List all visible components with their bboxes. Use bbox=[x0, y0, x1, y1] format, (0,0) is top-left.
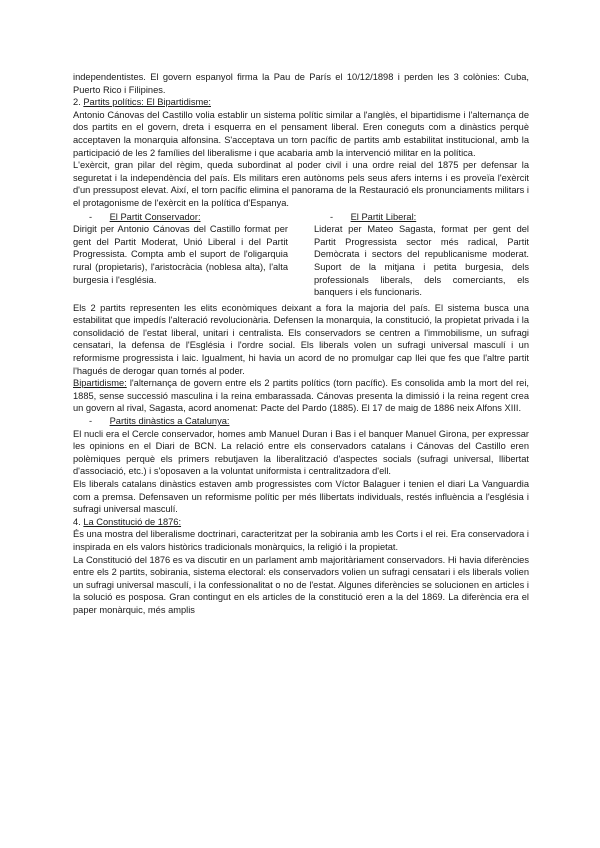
liberal-title: El Partit Liberal: bbox=[350, 211, 417, 222]
bipartidisme-definition bbox=[73, 377, 529, 415]
conservative-text: Dirigit per Antonio Cánovas del Castillo format per gent del Partit Moderat, Unió Liberal i del Partit Progressista. Compta amb el suport de l'oligarquia rural (propietaris), l'aristocràcia (noblesa alta), l'alta burgesia i l'església. bbox=[73, 224, 288, 285]
bipartidisme-label: Bipartidisme: bbox=[73, 378, 127, 389]
catalunya-paragraph-2: Els liberals catalans dinàstics estaven amb progressistes com Víctor Balaguer i tenien el diari La Vanguardia com a premsa. Defensaven un reformisme polític per més llibertats individuals, restés influència a l'església i sufragi universal masculí. bbox=[73, 479, 529, 515]
bipartidisme-text: l'alternança de govern entre els 2 partits polítics (torn pacífic). Es consolida amb la mort del rei, 1885, sense successió masculina i la reina embarassada. Cánovas presenta la dimissió i la reina regent crea un govern al rival, Sagasta, acord anomenat: Pacte del Pardo (1885). El 17 de maig de 1886 neix Alfons XIII. bbox=[73, 378, 529, 414]
bullet-dash: - bbox=[89, 416, 93, 427]
section-4-title: La Constitució de 1876: bbox=[83, 516, 182, 527]
conservative-title: El Partit Conservador: bbox=[109, 211, 201, 222]
catalunya-title: Partits dinàstics a Catalunya: bbox=[109, 416, 230, 427]
document-page bbox=[73, 71, 529, 617]
parties-columns bbox=[73, 211, 529, 299]
conservative-column bbox=[73, 211, 288, 299]
conservative-heading bbox=[73, 211, 288, 224]
section-2-heading bbox=[73, 96, 529, 109]
constitucio-paragraph-1: És una mostra del liberalisme doctrinari, caracteritzat per la sobirania amb les Corts i el rei. Era conservadora i inspirada en els valors històrics tradicionals monàrquics, la religió i la propietat. bbox=[73, 529, 529, 552]
bullet-dash: - bbox=[89, 211, 93, 222]
constitucio-paragraph-2: La Constitució del 1876 es va discutir en un parlament amb majoritàriament conservadors. Hi havia diferències entre els 2 partits, sobirania, sistema electoral: els conservadors volien un sufragi censatari i els liberals volien un sufragi universal masculí, i la confessionalitat o no de l'estat. Algunes diferències se solucionen en articles i la solució es posposa. Gran contingut en els articles de la constitució eren a la del 1869. La diferència era el paper monàrquic, més amplis bbox=[73, 554, 529, 615]
liberal-heading bbox=[314, 211, 529, 224]
intro-paragraph: independentistes. El govern espanyol firma la Pau de París el 10/12/1898 i perden les 3 colònies: Cuba, Puerto Rico i Filipines. bbox=[73, 72, 529, 95]
bipartidisme-paragraph-2: L'exèrcit, gran pilar del règim, queda subordinat al poder civil i una ordre reial del 1875 per defensar la seguretat i la independència del país. Els militars eren autònoms pels seus afers interns i es proveïa l'exèrcit d'un pressupost elevat. Així, el torn pacífic elimina el panorama de la Restauració els pronunciaments militars i el protagonisme de l'exèrcit en la política d'Espanya. bbox=[73, 160, 529, 208]
section-4-heading bbox=[73, 516, 529, 529]
liberal-text: Liderat per Mateo Sagasta, format per gent del Partit Progressista sector més radical, Partit Demòcrata i sectors del republicanisme moderat. Suport de la mitjana i petita burgesia, dels professionals liberals, dels comerciants, els banquers i els funcionaris. bbox=[314, 224, 529, 298]
section-2-title: Partits polítics: El Bipartidisme: bbox=[83, 97, 211, 108]
liberal-column bbox=[314, 211, 529, 299]
parties-summary-paragraph: Els 2 partits representen les elits econòmiques deixant a fora la majoria del país. El sistema busca una estabilitat que impedís l'alteració revolucionària. Defensen la monarquia, la constitució, la propietat privada i la consolidació de l'estat liberal, unitari i centralista. Els conservadors se centren a l'immobilisme, un sufragi censatari, la defensa de l'Església i l'ordre social. Els liberals volen un sufragi universal masculí i un reformisme progressista i laic. Igualment, hi havia un acord de no promulgar cap llei que fes que l'altre partit l'hagués de derogar quan tornés al poder. bbox=[73, 302, 529, 376]
bipartidisme-paragraph-1: Antonio Cánovas del Castillo volia establir un sistema polític similar a l'anglès, el bipartidisme i l'alternança de dos partits en el govern, dreta i esquerra en el pensament liberal. Eren coneguts com a dinàstics perquè acceptaven la monarquia alfonsina. S'acceptava un torn pacífic de partits amb estabilitat institucional, amb la participació de les 2 famílies del liberalisme i que acabaria amb la intervenció militar en la política. bbox=[73, 109, 529, 158]
catalunya-paragraph-1: El nucli era el Cercle conservador, homes amb Manuel Duran i Bas i el banquer Manuel Girona, per expressar les opinions en el Diari de BCN. La relació entre els conservadors catalans i Cánovas del Castillo eren polèmiques perquè els primers rebutjaven la liberalització d'aspectes socials (sufragi universal, llibertat d'associació, etc.) i s'oposaven a la voluntat uniformista i centralitzadora d'ell. bbox=[73, 428, 529, 477]
bullet-dash: - bbox=[330, 211, 334, 222]
section-4-number: 4. bbox=[73, 516, 81, 527]
catalunya-heading bbox=[73, 415, 529, 428]
section-2-number: 2. bbox=[73, 97, 81, 108]
